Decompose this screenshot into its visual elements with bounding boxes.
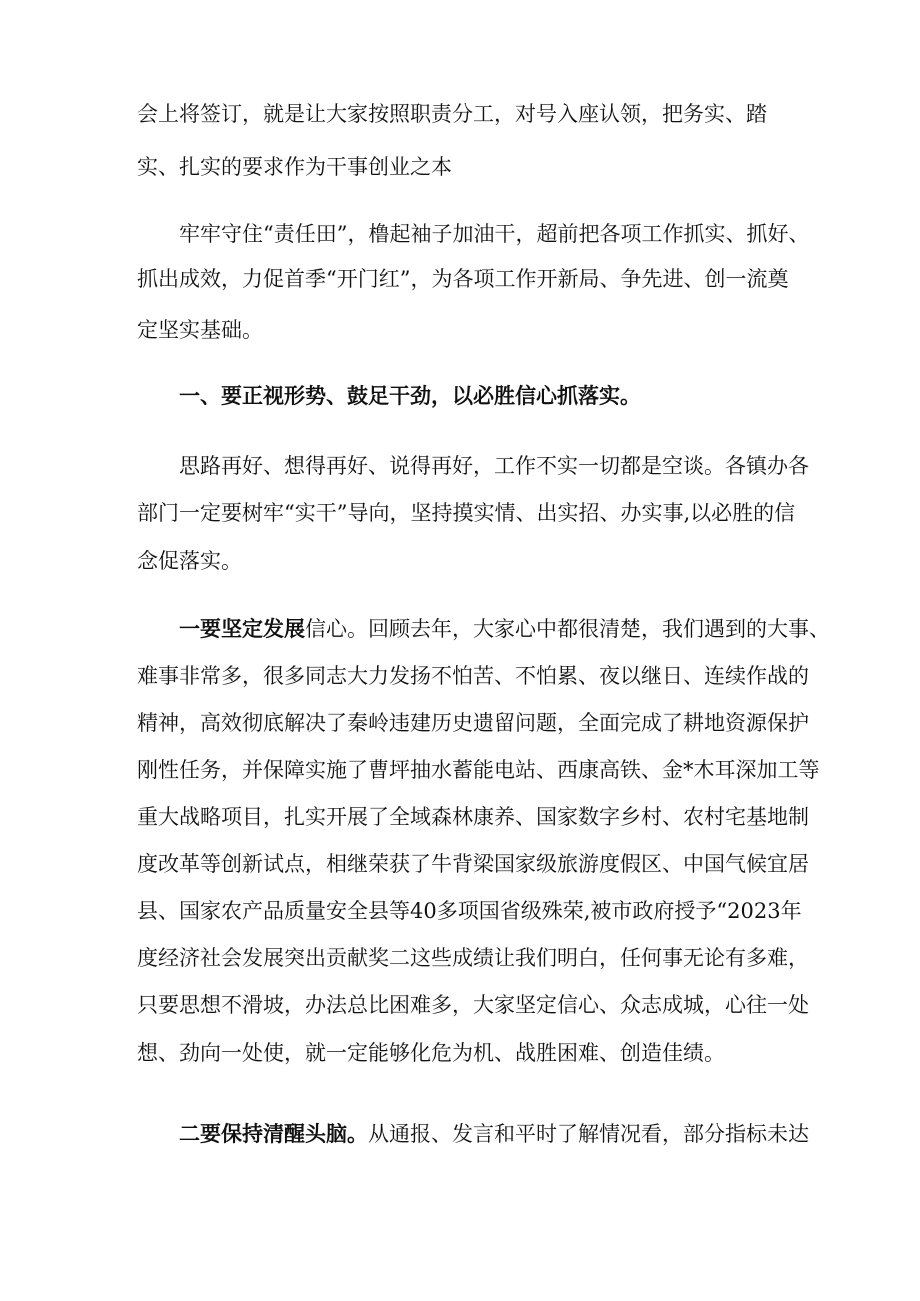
body-text-line: 度改革等创新试点，相继荣获了牛背梁国家级旅游度假区、中国气候宜居	[137, 852, 809, 876]
body-text-line: 只要思想不滑坡，办法总比困难多，大家坚定信心、众志成城，心往一处	[137, 993, 809, 1017]
body-text-line: 部门一定要树牢“实干”导向，坚持摸实情、出实招、办实事,以必胜的信	[137, 501, 796, 525]
body-text-line: 牢牢守住“责任田”，橹起袖子加油干，超前把各项工作抓实、抓好、	[179, 222, 810, 246]
body-text-line: 实、扎实的要求作为干事创业之本	[137, 155, 452, 179]
body-text-line: 定坚实基础。	[137, 318, 263, 342]
section-heading: 一、要正视形势、鼓足干劲，以必胜信心抓落实。	[179, 383, 641, 408]
body-text-line: 难事非常多，很多同志大力发扬不怕苦、不怕累、夜以继日、连续作战的	[137, 664, 809, 688]
body-text-line: 度经济社会发展突出贡献奖二这些成绩让我们明白，任何事无论有多难，	[137, 946, 809, 970]
bold-lead: 二要保持清醒头脑。	[179, 1121, 368, 1146]
body-text: 信心。回顾去年，大家心中都很清楚，我们遇到的大事、	[305, 617, 830, 641]
body-text: 从通报、发言和平时了解情况看，部分指标未达	[368, 1122, 809, 1146]
paragraph-first-line	[179, 1119, 809, 1149]
body-text-line: 刚性任务，并保障实施了曹坪抽水蓄能电站、西康高铁、金*木耳深加工等	[137, 758, 820, 782]
paragraph-first-line	[179, 614, 830, 644]
body-text-line: 会上将签订，就是让大家按照职责分工，对号入座认领，把务实、踏	[137, 102, 767, 126]
body-text-line: 想、劲向一处使，就一定能够化危为机、战胜困难、创造佳绩。	[137, 1041, 725, 1065]
body-text-line: 念促落实。	[137, 549, 242, 573]
body-text-line: 精神，高效彻底解决了秦岭违建历史遗留问题，全面完成了耕地资源保护	[137, 711, 809, 735]
body-text-line: 抓出成效，力促首季“开门红”，为各项工作开新局、争先进、创一流奠	[137, 267, 789, 291]
body-text-line: 思路再好、想得再好、说得再好，工作不实一切都是空谈。各镇办各	[179, 454, 809, 478]
body-text-line: 重大战略项目，扎实开展了全域森林康养、国家数字乡村、农村宅基地制	[137, 805, 809, 829]
body-text-line: 县、国家农产品质量安全县等40多项国省级殊荣,被市政府授予“2023年	[137, 899, 802, 923]
bold-lead: 一要坚定发展	[179, 616, 305, 641]
